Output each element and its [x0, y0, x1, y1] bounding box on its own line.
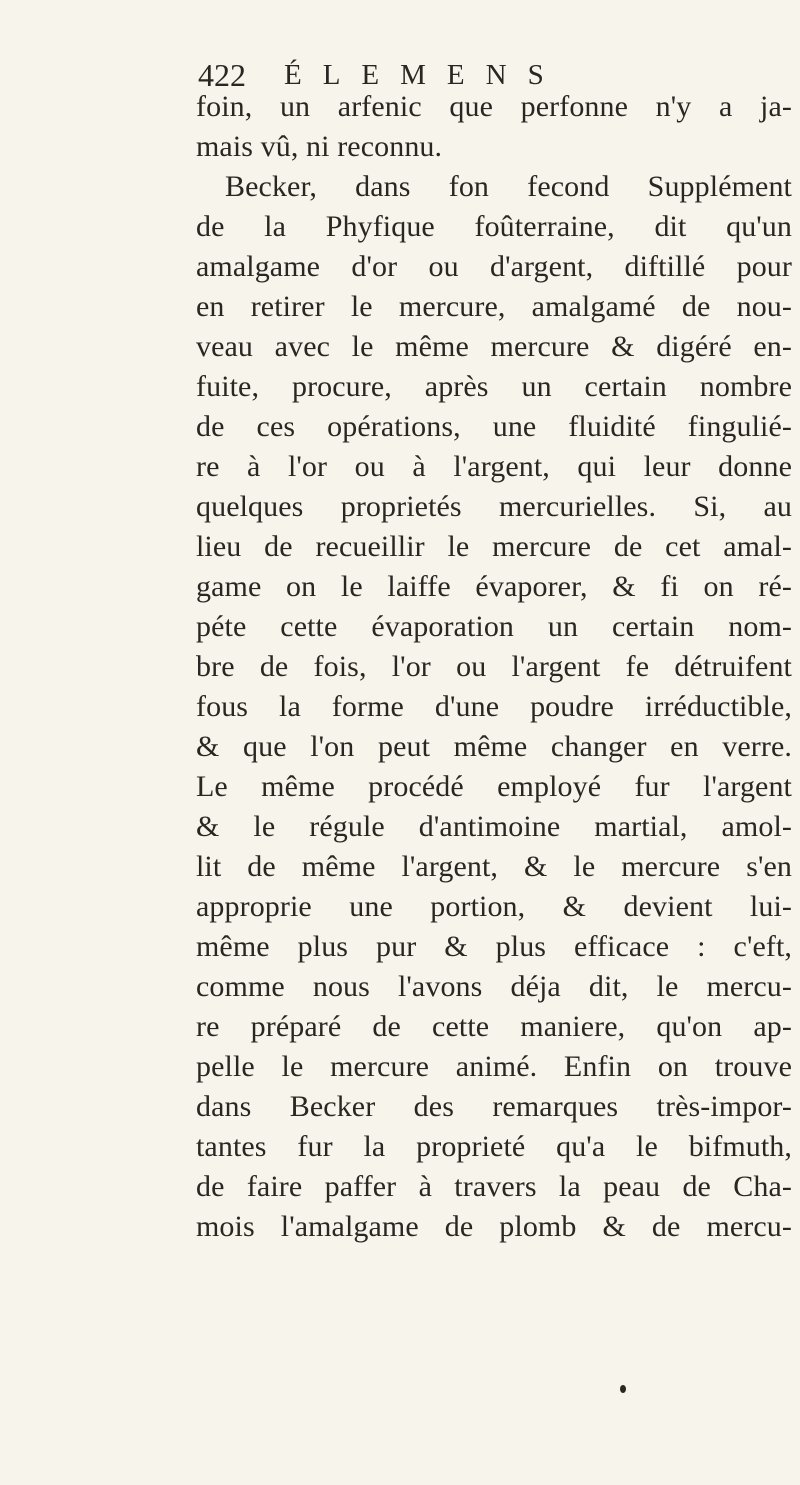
text-line: foin, un arfenic que perfonne n'y a ja-	[196, 90, 792, 123]
text-line: re à l'or ou à l'argent, qui leur donne	[196, 450, 792, 483]
text-line: tantes fur la proprieté qu'a le bifmuth,	[196, 1130, 792, 1163]
running-title: ÉLEMENS	[284, 59, 565, 91]
text-line: re préparé de cette maniere, qu'on ap-	[196, 1010, 792, 1043]
text-line: même plus pur & plus efficace : c'eft,	[196, 930, 792, 963]
text-line: & que l'on peut même changer en verre.	[196, 730, 792, 763]
text-line: veau avec le même mercure & digéré en-	[196, 330, 792, 363]
body-text	[196, 87, 792, 1247]
text-line: Becker, dans fon fecond Supplément	[225, 170, 792, 203]
text-line: & le régule d'antimoine martial, amol-	[196, 810, 792, 843]
text-line: fous la forme d'une poudre irréductible,	[196, 690, 792, 723]
text-line: fuite, procure, après un certain nombre	[196, 370, 792, 403]
text-line: quelques proprietés mercurielles. Si, au	[196, 490, 792, 523]
text-line: lit de même l'argent, & le mercure s'en	[196, 850, 792, 883]
text-line: de ces opérations, une fluidité fingulié-	[196, 410, 792, 443]
text-line: approprie une portion, & devient lui-	[196, 890, 792, 923]
text-line: game on le laiffe évaporer, & fi on ré-	[196, 570, 792, 603]
text-line: en retirer le mercure, amalgamé de nou-	[196, 290, 792, 323]
text-line: dans Becker des remarques très-impor-	[196, 1090, 792, 1123]
text-line: bre de fois, l'or ou l'argent fe détruifent	[196, 650, 792, 683]
page-number: 422	[198, 57, 246, 93]
text-line: Le même procédé employé fur l'argent	[196, 770, 792, 803]
text-line: amalgame d'or ou d'argent, diftillé pour	[196, 250, 792, 283]
ink-speck	[620, 1385, 626, 1393]
text-line: mais vû, ni reconnu.	[196, 130, 443, 163]
text-line: lieu de recueillir le mercure de cet amal-	[196, 530, 792, 563]
text-line: péte cette évaporation un certain nom-	[196, 610, 792, 643]
text-line: de la Phyfique foûterraine, dit qu'un	[196, 210, 792, 243]
text-line: mois l'amalgame de plomb & de mercu-	[196, 1210, 792, 1243]
text-line: pelle le mercure animé. Enfin on trouve	[196, 1050, 792, 1083]
text-line: de faire paffer à travers la peau de Cha-	[196, 1170, 792, 1203]
text-line: comme nous l'avons déja dit, le mercu-	[196, 970, 792, 1003]
